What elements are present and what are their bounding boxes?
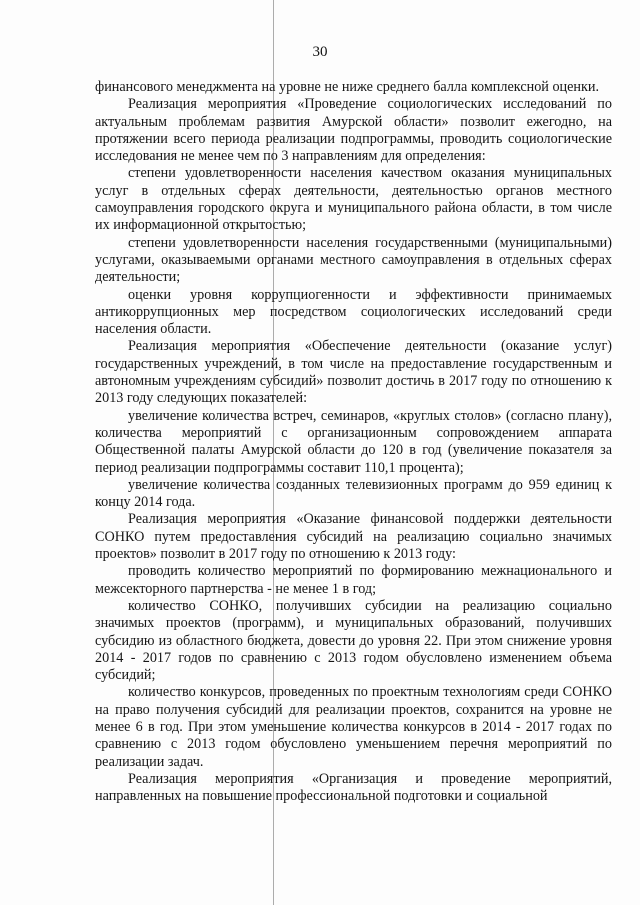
paragraph-meetings-seminars: увеличение количества встреч, семинаров, «круглых столов» (согласно плану), количества мероприятий с организационным сопровождением аппарата Общественной палаты Амурской области до 120 в год (увеличение показателя за период реализации подпрограммы составит 110,1 процента); [95,407,612,476]
paragraph-professional-training: Реализация мероприятия «Организация и проведение мероприятий, направленных на повышение профессиональной подготовки и социальной [95,770,612,805]
paragraph-corruption-assessment: оценки уровня коррупциогенности и эффективности принимаемых антикоррупционных мер посредством социологических исследований среди населения области. [95,286,612,338]
paragraph-institutions-activity: Реализация мероприятия «Обеспечение деятельности (оказание услуг) государственных учреждений, в том числе на предоставление государственным и автономным учреждениям субсидий» позволит достичь в 2017 году по отношению к 2013 году следующих показателей: [95,338,612,407]
paragraph-state-services-satisfaction: степени удовлетворенности населения государственными (муниципальными) услугами, оказываемыми органами местного самоуправления в отдельных сферах деятельности; [95,234,612,286]
paragraph-sociological-research: Реализация мероприятия «Проведение социологических исследований по актуальным проблемам развития Амурской области» позволит ежегодно, на протяжении всего периода реализации подпрограммы, проводить социологические исследования не менее чем по 3 направлениям для определения: [95,96,612,165]
paragraph-municipal-services-satisfaction: степени удовлетворенности населения качеством оказания муниципальных услуг в отдельных сферах деятельности, деятельностью органов местного самоуправления городского округа и муниципального района области, в том числе их информационной открытостью; [95,165,612,234]
paragraph-partnership-events: проводить количество мероприятий по формированию межнационального и межсекторного партнерства - не менее 1 в год; [95,563,612,597]
paragraph-financial-management: финансового менеджмента на уровне не ниже среднего балла комплексной оценки. [95,79,600,95]
page-number: 30 [312,44,328,60]
paragraph-sonko-subsidies: количество СОНКО, получивших субсидии на реализацию социально значимых проектов (программ), и муниципальных образований, получивших субсидию из областного бюджета, довести до уровня 22. При этом снижение уровня 2014 - 2017 годов по сравнению с 2013 годом обусловлено изменением объема субсидий; [95,597,612,684]
paragraph-contests: количество конкурсов, проведенных по проектным технологиям среди СОНКО на право получения субсидий для реализации проектов, сохранится на уровне не менее 6 в год. При этом уменьшение количества конкурсов в 2014 - 2017 годах по сравнению с 2013 годом обусловлено уменьшением перечня мероприятий по реализации задач. [95,684,612,770]
document-body [95,79,612,805]
paragraph-tv-programs: увеличение количества созданных телевизионных программ до 959 единиц к концу 2014 года. [95,476,612,511]
paragraph-sonko-support: Реализация мероприятия «Оказание финансовой поддержки деятельности СОНКО путем предоставления субсидий на реализацию социально значимых проектов» позволит в 2017 году по отношению к 2013 году: [95,511,612,563]
